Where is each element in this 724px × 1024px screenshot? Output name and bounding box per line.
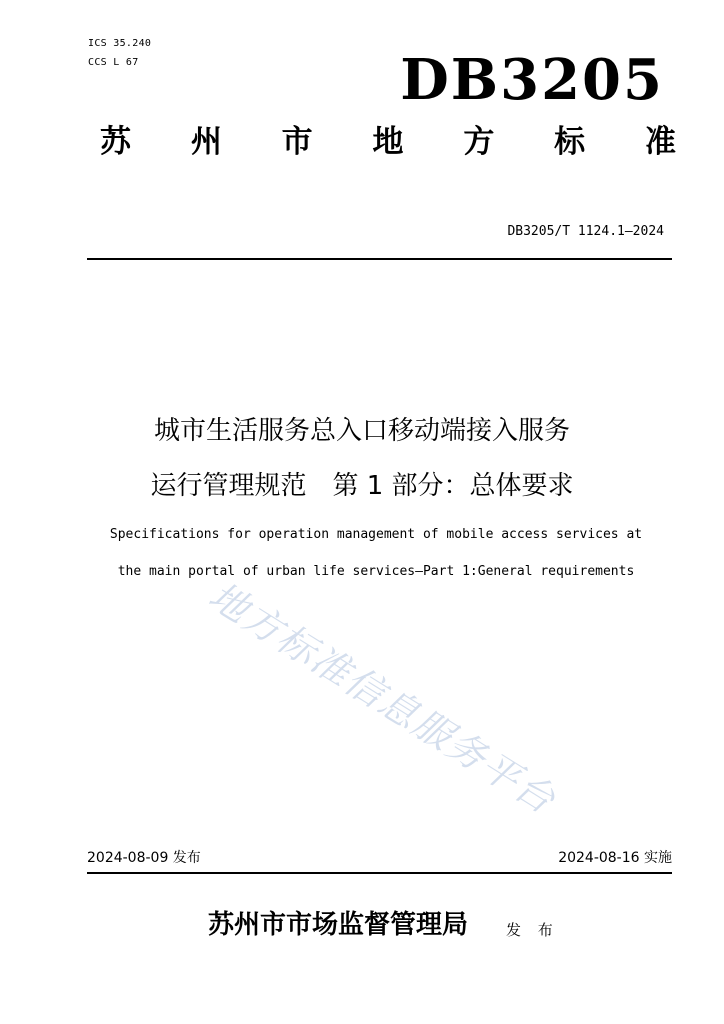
standard-type-char: 方 <box>463 124 495 160</box>
implementation-date: 2024-08-16 实施 <box>558 850 672 866</box>
top-divider <box>87 258 672 260</box>
english-title-line-2: the main portal of urban life services—Part 1:General requirements <box>117 564 635 579</box>
issuer-name: 苏州市市场监督管理局 <box>208 910 469 940</box>
standard-type-char: 市 <box>281 124 313 160</box>
standard-type-char: 地 <box>372 124 404 160</box>
issuer-action: 发 布 <box>506 921 559 939</box>
standard-type-char: 苏 <box>100 124 131 160</box>
db-code: DB3205 <box>400 47 664 113</box>
ccs-code: CCS L 67 <box>88 57 139 68</box>
english-title-line-1: Specifications for operation management of mobile access services at <box>109 527 643 542</box>
standard-type-title <box>100 124 676 160</box>
standard-type-char: 州 <box>190 124 222 160</box>
ics-code: ICS 35.240 <box>88 38 152 49</box>
chinese-title-line-1: 城市生活服务总入口移动端接入服务 <box>153 416 570 446</box>
bottom-divider <box>87 872 672 874</box>
chinese-title-line-2: 运行管理规范 第 1 部分：总体要求 <box>150 471 574 501</box>
standard-type-char: 准 <box>644 124 676 160</box>
standard-number: DB3205/T 1124.1—2024 <box>507 224 664 239</box>
watermark: 地方标准信息服务平台 <box>201 573 564 823</box>
issue-date: 2024-08-09 发布 <box>87 850 201 866</box>
standard-type-char: 标 <box>554 124 586 160</box>
